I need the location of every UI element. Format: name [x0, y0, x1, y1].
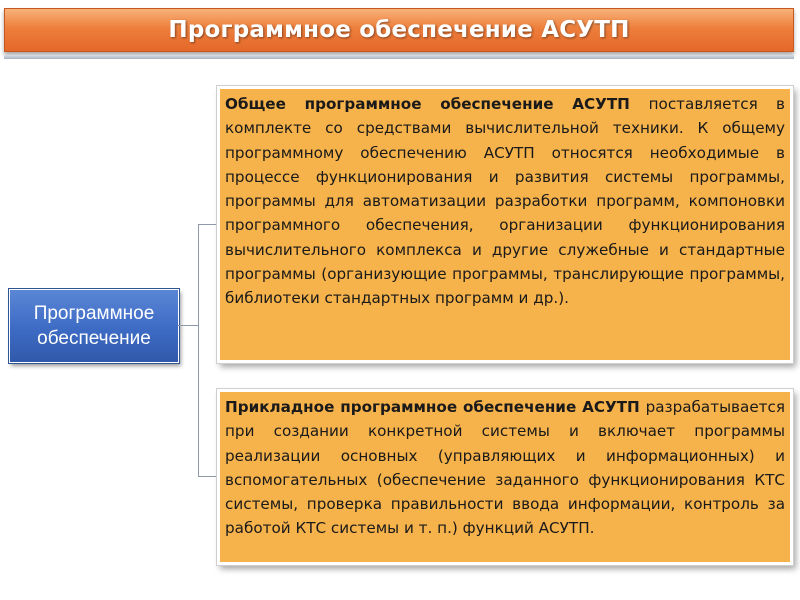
title-divider	[4, 55, 794, 59]
branch-card-body: поставляется в комплекте со средствами вычислительной техники. К общему программному обеспечению АСУТП относятся необходимые в процессе функционирования и развития системы программы, программы для автоматизации разработки программ, компоновки программного обеспечения, организации функционирования вычислительного комплекса и другие служебные и стандартные программы (организующие программы, транслирующие программы, библиотеки стандартных программ и др.).	[225, 95, 785, 308]
branch-card-applied-software	[217, 389, 793, 565]
branch-card-body: разрабатывается при создании конкретной системы и включает программы реализации основных (управляющих и информационных) и вспомогательных (обеспечение заданного функционирования КТС системы, проверка правильности ввода информации, контроль за работой КТС системы и т. п.) функций АСУТП.	[225, 398, 785, 538]
branch-card-general-software	[217, 86, 793, 363]
connector-branch-1	[198, 224, 217, 225]
branch-card-heading: Общее программное обеспечение АСУТП	[225, 95, 649, 113]
connector-branch-2	[198, 476, 217, 477]
branch-card-heading: Прикладное программное обеспечение АСУТП	[225, 398, 646, 416]
title-bar	[4, 8, 794, 52]
connector-root-stub	[178, 325, 198, 326]
root-node	[9, 289, 179, 363]
connector-vertical-trunk	[198, 224, 199, 476]
page-title: Программное обеспечение АСУТП	[168, 17, 630, 43]
root-node-label: Программное обеспечение	[33, 303, 155, 349]
